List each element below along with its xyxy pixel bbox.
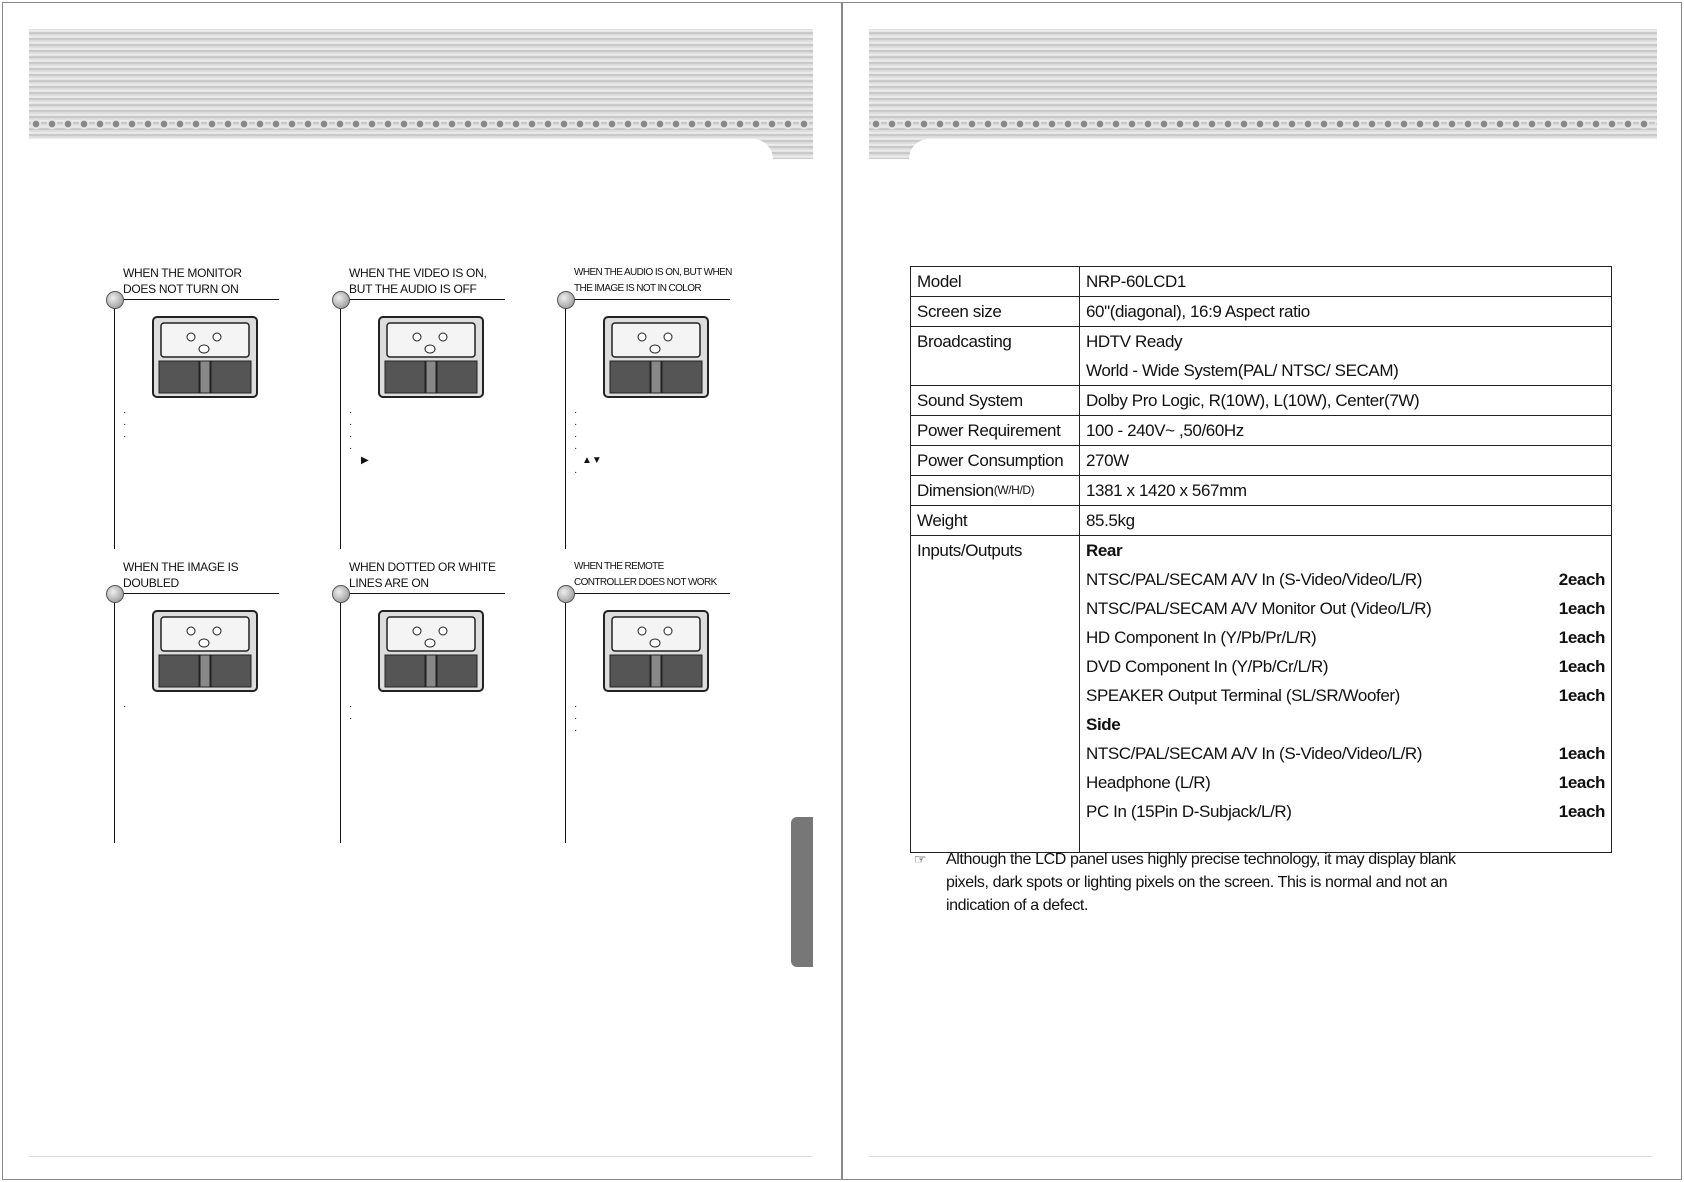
troubleshooting-title: WHEN THE REMOTE CONTROLLER DOES NOT WORK (574, 561, 717, 588)
troubleshooting-item (109, 559, 329, 849)
bullet: · (574, 713, 578, 724)
tv-cartoon-icon (602, 603, 712, 695)
spec-value: 60"(diagonal), 16:9 Aspect ratio (1086, 302, 1310, 321)
io-name: NTSC/PAL/SECAM A/V In (S-Video/Video/L/R) (1086, 744, 1423, 763)
spec-row-weight (911, 506, 1612, 536)
spec-value: NRP-60LCD1 (1086, 272, 1186, 291)
spec-row-model (911, 267, 1612, 297)
spec-label: Weight (917, 511, 968, 530)
tv-cartoon-icon (151, 309, 261, 401)
footer-rule (29, 1156, 813, 1157)
tv-cartoon-icon (602, 309, 712, 401)
bracket-line (340, 593, 341, 843)
lcd-note (914, 848, 1474, 917)
io-name: DVD Component In (Y/Pb/Cr/L/R) (1086, 657, 1329, 676)
page-banner (869, 29, 1657, 159)
bullet: · (349, 701, 353, 712)
io-name: HD Component In (Y/Pb/Pr/L/R) (1086, 628, 1317, 647)
io-row (1086, 623, 1605, 652)
bullet: · (574, 725, 578, 736)
title-rule (335, 299, 505, 300)
knob-icon (557, 291, 575, 309)
bullet-list (349, 701, 352, 725)
spec-row-inputs-outputs (911, 536, 1612, 853)
bracket-line (340, 299, 341, 549)
rear-heading: Rear (1086, 541, 1123, 560)
troubleshooting-title: WHEN THE MONITOR DOES NOT TURN ON (123, 266, 242, 296)
bracket-line (565, 593, 566, 843)
io-count: 1each (1558, 657, 1605, 676)
bracket-line (114, 299, 115, 549)
troubleshooting-item (335, 265, 555, 555)
up-down-arrow-icon: ▲▼ (582, 455, 602, 466)
pointing-hand-icon: ☞ (914, 851, 927, 867)
bullet: · (123, 407, 127, 418)
spec-label: Model (917, 272, 962, 291)
bullet: · (123, 701, 127, 712)
io-name: NTSC/PAL/SECAM A/V In (S-Video/Video/L/R) (1086, 570, 1423, 589)
spec-label: Sound System (917, 391, 1023, 410)
spec-value: HDTV Ready (1086, 332, 1183, 351)
io-row (1086, 797, 1605, 826)
bullet-list (349, 407, 369, 467)
bullet: · (349, 419, 353, 430)
bullet-list (123, 701, 126, 713)
spec-label: Power Consumption (917, 451, 1064, 470)
bullet: · (574, 443, 578, 454)
io-row (1086, 681, 1605, 710)
side-heading: Side (1086, 715, 1121, 734)
title-rule (560, 593, 730, 594)
knob-icon (557, 585, 575, 603)
spec-row-power-consumption (911, 446, 1612, 476)
io-count: 1each (1558, 802, 1605, 821)
troubleshooting-title: WHEN DOTTED OR WHITE LINES ARE ON (349, 560, 496, 590)
knob-icon (106, 585, 124, 603)
troubleshooting-title: WHEN THE VIDEO IS ON, BUT THE AUDIO IS OFF (349, 266, 487, 296)
spec-label: Screen size (917, 302, 1002, 321)
spec-value: World - Wide System(PAL/ NTSC/ SECAM) (1086, 361, 1399, 380)
io-name: PC In (15Pin D-Subjack/L/R) (1086, 802, 1292, 821)
bullet: · (349, 407, 353, 418)
bullet: · (574, 701, 578, 712)
io-count: 1each (1558, 773, 1605, 792)
tv-cartoon-icon (377, 603, 487, 695)
tv-cartoon-icon (377, 309, 487, 401)
io-name: NTSC/PAL/SECAM A/V Monitor Out (Video/L/R) (1086, 599, 1432, 618)
knob-icon (332, 291, 350, 309)
bullet: · (574, 419, 578, 430)
play-arrow-icon: ▶ (361, 455, 369, 466)
io-count: 1each (1558, 628, 1605, 647)
bullet-list (574, 701, 577, 737)
bullet: · (349, 443, 353, 454)
page-banner (29, 29, 813, 159)
io-name: Headphone (L/R) (1086, 773, 1211, 792)
io-count: 2each (1558, 570, 1605, 589)
spec-row-power-requirement (911, 416, 1612, 446)
bullet-list (574, 407, 602, 479)
title-rule (560, 299, 730, 300)
spec-value: 1381 x 1420 x 567mm (1086, 481, 1247, 500)
knob-icon (332, 585, 350, 603)
io-row (1086, 594, 1605, 623)
bullet: · (574, 431, 578, 442)
title-rule (335, 593, 505, 594)
bullet: · (349, 431, 353, 442)
spec-label: Power Requirement (917, 421, 1061, 440)
spec-label: Dimension (W/H/D) (917, 476, 1073, 505)
spec-row-sound (911, 386, 1612, 416)
left-page (2, 2, 842, 1180)
dimension-unit: (W/H/D) (993, 483, 1035, 497)
troubleshooting-item (560, 265, 780, 555)
section-tab (791, 817, 813, 967)
io-row (1086, 565, 1605, 594)
spec-value: 100 - 240V~ ,50/60Hz (1086, 421, 1244, 440)
bullet: · (123, 419, 127, 430)
io-count: 1each (1558, 744, 1605, 763)
troubleshooting-title: WHEN THE AUDIO IS ON, BUT WHEN THE IMAGE IS NOT IN COLOR (574, 267, 732, 294)
bullet: · (574, 467, 578, 478)
spec-row-dimension (911, 476, 1612, 506)
io-count: 1each (1558, 686, 1605, 705)
bullet: · (123, 431, 127, 442)
troubleshooting-item (335, 559, 555, 849)
spec-label: Inputs/Outputs (917, 541, 1022, 560)
bracket-line (114, 593, 115, 843)
tv-cartoon-icon (151, 603, 261, 695)
title-rule (109, 299, 279, 300)
spec-row-broadcasting (911, 327, 1612, 386)
spec-value: 270W (1086, 451, 1129, 470)
spec-table (910, 266, 1612, 853)
spec-label: Broadcasting (917, 332, 1012, 351)
knob-icon (106, 291, 124, 309)
spec-row-screen (911, 297, 1612, 327)
io-row (1086, 768, 1605, 797)
io-count: 1each (1558, 599, 1605, 618)
io-row (1086, 652, 1605, 681)
bullet: · (349, 713, 353, 724)
troubleshooting-title: WHEN THE IMAGE IS DOUBLED (123, 560, 239, 590)
title-rule (109, 593, 279, 594)
spec-value: Dolby Pro Logic, R(10W), L(10W), Center(7W) (1086, 391, 1420, 410)
io-name: SPEAKER Output Terminal (SL/SR/Woofer) (1086, 686, 1400, 705)
troubleshooting-item (560, 559, 780, 849)
footer-rule (869, 1156, 1653, 1157)
io-row (1086, 739, 1605, 768)
troubleshooting-item (109, 265, 329, 555)
bullet: · (574, 407, 578, 418)
bracket-line (565, 299, 566, 549)
spec-value: 85.5kg (1086, 511, 1135, 530)
note-text: Although the LCD panel uses highly precise technology, it may display blank pixels, dark spots or lighting pixels on the screen. This is normal and not an indication of a defect. (946, 851, 1456, 914)
bullet-list (123, 407, 126, 443)
